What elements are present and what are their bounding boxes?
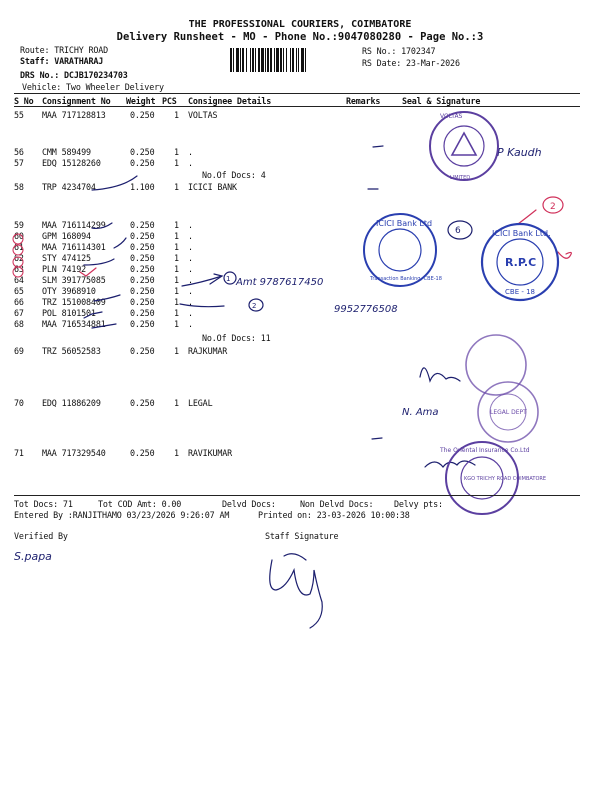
- entered-by: Entered By :RANJITHAMO 03/23/2026 9:26:07 AM: [14, 510, 230, 520]
- voltas-stamp-bottom: LIMITED: [450, 175, 471, 181]
- row-consignment: STY 474125: [42, 253, 91, 263]
- circle-2-text: 2: [252, 302, 257, 310]
- row-sno: 63: [14, 264, 24, 274]
- row-pcs: 1: [174, 398, 179, 408]
- col-pcs: PCS: [162, 96, 177, 106]
- row-consignment: MAA 717329540: [42, 448, 106, 458]
- row-consignment: GPM 168094: [42, 231, 91, 241]
- receiver-70-signature: N. Ama: [402, 407, 439, 418]
- mark-red: [558, 252, 571, 258]
- staff-signature-loop: [284, 554, 306, 560]
- row-consignment: TRZ 56052583: [42, 346, 101, 356]
- row-weight: 1.100: [130, 182, 155, 192]
- icici-stamp-2: [482, 224, 558, 300]
- row-consignee: .: [188, 308, 193, 318]
- row-pcs: 1: [174, 242, 179, 252]
- row-consignment: CMM 589499: [42, 147, 91, 157]
- row-pcs: 1: [174, 297, 179, 307]
- non-delivered-docs: Non Delvd Docs:: [300, 499, 374, 509]
- phone-note-64: Amt 9787617450: [236, 277, 324, 288]
- row-sno: 67: [14, 308, 24, 318]
- delivery-points: Delvy pts:: [394, 499, 443, 509]
- tick-67: [84, 312, 102, 318]
- icici-stamp-2-top: ICICI Bank Ltd.: [492, 229, 551, 238]
- circle-6-text: 6: [455, 226, 461, 236]
- tick-68: [92, 324, 116, 328]
- row-consignee: .: [188, 253, 193, 263]
- legal-stamp: [466, 335, 538, 442]
- row-consignee: .: [188, 242, 193, 252]
- subtotal-docs-b: No.Of Docs: 11: [202, 333, 271, 343]
- remark-dash-70: [372, 438, 382, 439]
- row-sno: 55: [14, 110, 24, 120]
- signature-69: [420, 368, 460, 381]
- row-consignee: .: [188, 319, 193, 329]
- row-consignment: EDQ 15128260: [42, 158, 101, 168]
- icici-stamp-1: [364, 214, 442, 286]
- row-weight: 0.250: [130, 448, 155, 458]
- row-consignment: POL 8101501: [42, 308, 96, 318]
- row-consignment: TRZ 151008409: [42, 297, 106, 307]
- row-weight: 0.250: [130, 253, 155, 263]
- printed-on: Printed on: 23-03-2026 10:00:38: [258, 510, 410, 520]
- row-pcs: 1: [174, 110, 179, 120]
- arrow-red: [518, 210, 536, 224]
- row-pcs: 1: [174, 147, 179, 157]
- row-consignee: .: [188, 286, 193, 296]
- mark-62: [13, 257, 23, 267]
- company-title: THE PROFESSIONAL COURIERS, COIMBATORE: [188, 19, 412, 30]
- row-pcs: 1: [174, 275, 179, 285]
- row-weight: 0.250: [130, 297, 155, 307]
- arrow-1: [182, 276, 222, 286]
- legal-stamp-text: LEGAL DEPT: [490, 409, 527, 416]
- col-seal-signature: Seal & Signature: [402, 96, 481, 106]
- row-consignment: SLM 391775085: [42, 275, 106, 285]
- row-sno: 71: [14, 448, 24, 458]
- row-sno: 66: [14, 297, 24, 307]
- row-weight: 0.250: [130, 110, 155, 120]
- tick-60: [114, 238, 126, 248]
- rs-number: RS No.: 1702347: [362, 46, 436, 56]
- row-pcs: 1: [174, 158, 179, 168]
- row-consignment: MAA 717128813: [42, 110, 106, 120]
- row-sno: 64: [14, 275, 24, 285]
- tick-61: [84, 259, 114, 265]
- footer-rule: [14, 495, 580, 496]
- row-consignee: .: [188, 264, 193, 274]
- row-sno: 70: [14, 398, 24, 408]
- col-consignment: Consignment No: [42, 96, 111, 106]
- row-pcs: 1: [174, 308, 179, 318]
- receiver-55-signature: P Kaudh: [497, 146, 542, 159]
- staff-label: Staff: VARATHARAJ: [20, 56, 104, 66]
- row-weight: 0.250: [130, 346, 155, 356]
- staff-signature-label: Staff Signature: [265, 531, 339, 541]
- phone-note-66: 9952776508: [334, 304, 398, 315]
- row-weight: 0.250: [130, 275, 155, 285]
- col-weight: Weight: [126, 96, 156, 106]
- total-docs: Tot Docs: 71: [14, 499, 73, 509]
- staff-signature-stroke: [270, 560, 323, 628]
- verifier-signature: S.papa: [14, 550, 52, 563]
- mark-61: [13, 245, 23, 255]
- row-consignee: .: [188, 275, 193, 285]
- row-pcs: 1: [174, 220, 179, 230]
- row-sno: 56: [14, 147, 24, 157]
- row-pcs: 1: [174, 286, 179, 296]
- col-remarks: Remarks: [346, 96, 381, 106]
- row-sno: 58: [14, 182, 24, 192]
- row-sno: 69: [14, 346, 24, 356]
- route-label: Route: TRICHY ROAD: [20, 45, 109, 55]
- row-pcs: 1: [174, 448, 179, 458]
- runsheet-title: Delivery Runsheet - MO - Phone No.:9047080280 - Page No.:3: [116, 31, 484, 43]
- verified-by-label: Verified By: [14, 531, 68, 541]
- remark-dash-56: [373, 146, 383, 147]
- row-sno: 59: [14, 220, 24, 230]
- row-consignment: EDQ 11886209: [42, 398, 101, 408]
- tick-59: [92, 223, 112, 228]
- row-consignment: OTY 3968910: [42, 286, 96, 296]
- icici-stamp-1-top: ICICI Bank Ltd: [376, 219, 433, 228]
- row-weight: 0.250: [130, 220, 155, 230]
- insurance-stamp: [439, 442, 546, 514]
- row-weight: 0.250: [130, 264, 155, 274]
- row-consignee: ICICI BANK: [188, 182, 237, 192]
- total-cod-amount: Tot COD Amt: 0.00: [98, 499, 182, 509]
- rs-date: RS Date: 23-Mar-2026: [362, 58, 460, 68]
- row-consignment: MAA 716114301: [42, 242, 106, 252]
- row-pcs: 1: [174, 264, 179, 274]
- row-consignee: .: [188, 158, 193, 168]
- row-consignee: VOLTAS: [188, 110, 218, 120]
- row-consignee: .: [188, 297, 193, 307]
- circle-1-text: 1: [226, 275, 231, 283]
- row-consignment: MAA 716534881: [42, 319, 106, 329]
- row-sno: 57: [14, 158, 24, 168]
- row-pcs: 1: [174, 253, 179, 263]
- circle-2-red-text: 2: [550, 202, 556, 212]
- drs-number: DRS No.: DCJB170234703: [20, 70, 128, 80]
- row-pcs: 1: [174, 319, 179, 329]
- row-consignment: MAA 716114299: [42, 220, 106, 230]
- row-sno: 62: [14, 253, 24, 263]
- row-pcs: 1: [174, 231, 179, 241]
- mark-60: [13, 234, 23, 244]
- icici-stamp-1-bottom: Transaction Banking, CBE-18: [370, 276, 442, 282]
- row-pcs: 1: [174, 182, 179, 192]
- row-weight: 0.250: [130, 231, 155, 241]
- row-sno: 68: [14, 319, 24, 329]
- row-weight: 0.250: [130, 286, 155, 296]
- row-pcs: 1: [174, 346, 179, 356]
- col-sno: S No: [14, 96, 34, 106]
- row-weight: 0.250: [130, 308, 155, 318]
- row-sno: 61: [14, 242, 24, 252]
- row-weight: 0.250: [130, 398, 155, 408]
- voltas-stamp-top: VOLTAS: [440, 113, 463, 120]
- row-consignee: .: [188, 220, 193, 230]
- row-weight: 0.250: [130, 319, 155, 329]
- voltas-stamp: [430, 112, 498, 181]
- row-consignee: .: [188, 231, 193, 241]
- row-consignee: RAJKUMAR: [188, 346, 228, 356]
- row-consignment: TRP 4234704: [42, 182, 96, 192]
- row-consignee: LEGAL: [188, 398, 213, 408]
- tick-65: [94, 295, 120, 301]
- vehicle-label: Vehicle: Two Wheeler Delivery: [22, 82, 164, 92]
- row-sno: 65: [14, 286, 24, 296]
- insurance-stamp-top: The Oriental Insurance Co.Ltd: [440, 447, 530, 454]
- row-consignment: PLN 74192: [42, 264, 87, 274]
- tick-58: [92, 176, 137, 190]
- mark-63: [13, 267, 23, 277]
- insurance-stamp-mid: KGO TRICHY ROAD COIMBATORE: [464, 476, 547, 482]
- row-consignee: RAVIKUMAR: [188, 448, 233, 458]
- arrow-2: [180, 304, 224, 307]
- row-weight: 0.250: [130, 242, 155, 252]
- icici-stamp-2-mid: R.P.C: [505, 256, 537, 269]
- delivered-docs: Delvd Docs:: [222, 499, 276, 509]
- icici-stamp-2-bottom: CBE - 18: [505, 288, 535, 296]
- col-consignee: Consignee Details: [188, 96, 272, 106]
- row-weight: 0.250: [130, 147, 155, 157]
- subtotal-docs-a: No.Of Docs: 4: [202, 170, 266, 180]
- row-weight: 0.250: [130, 158, 155, 168]
- row-sno: 60: [14, 231, 24, 241]
- row-consignee: .: [188, 147, 193, 157]
- tick-62: [80, 268, 96, 276]
